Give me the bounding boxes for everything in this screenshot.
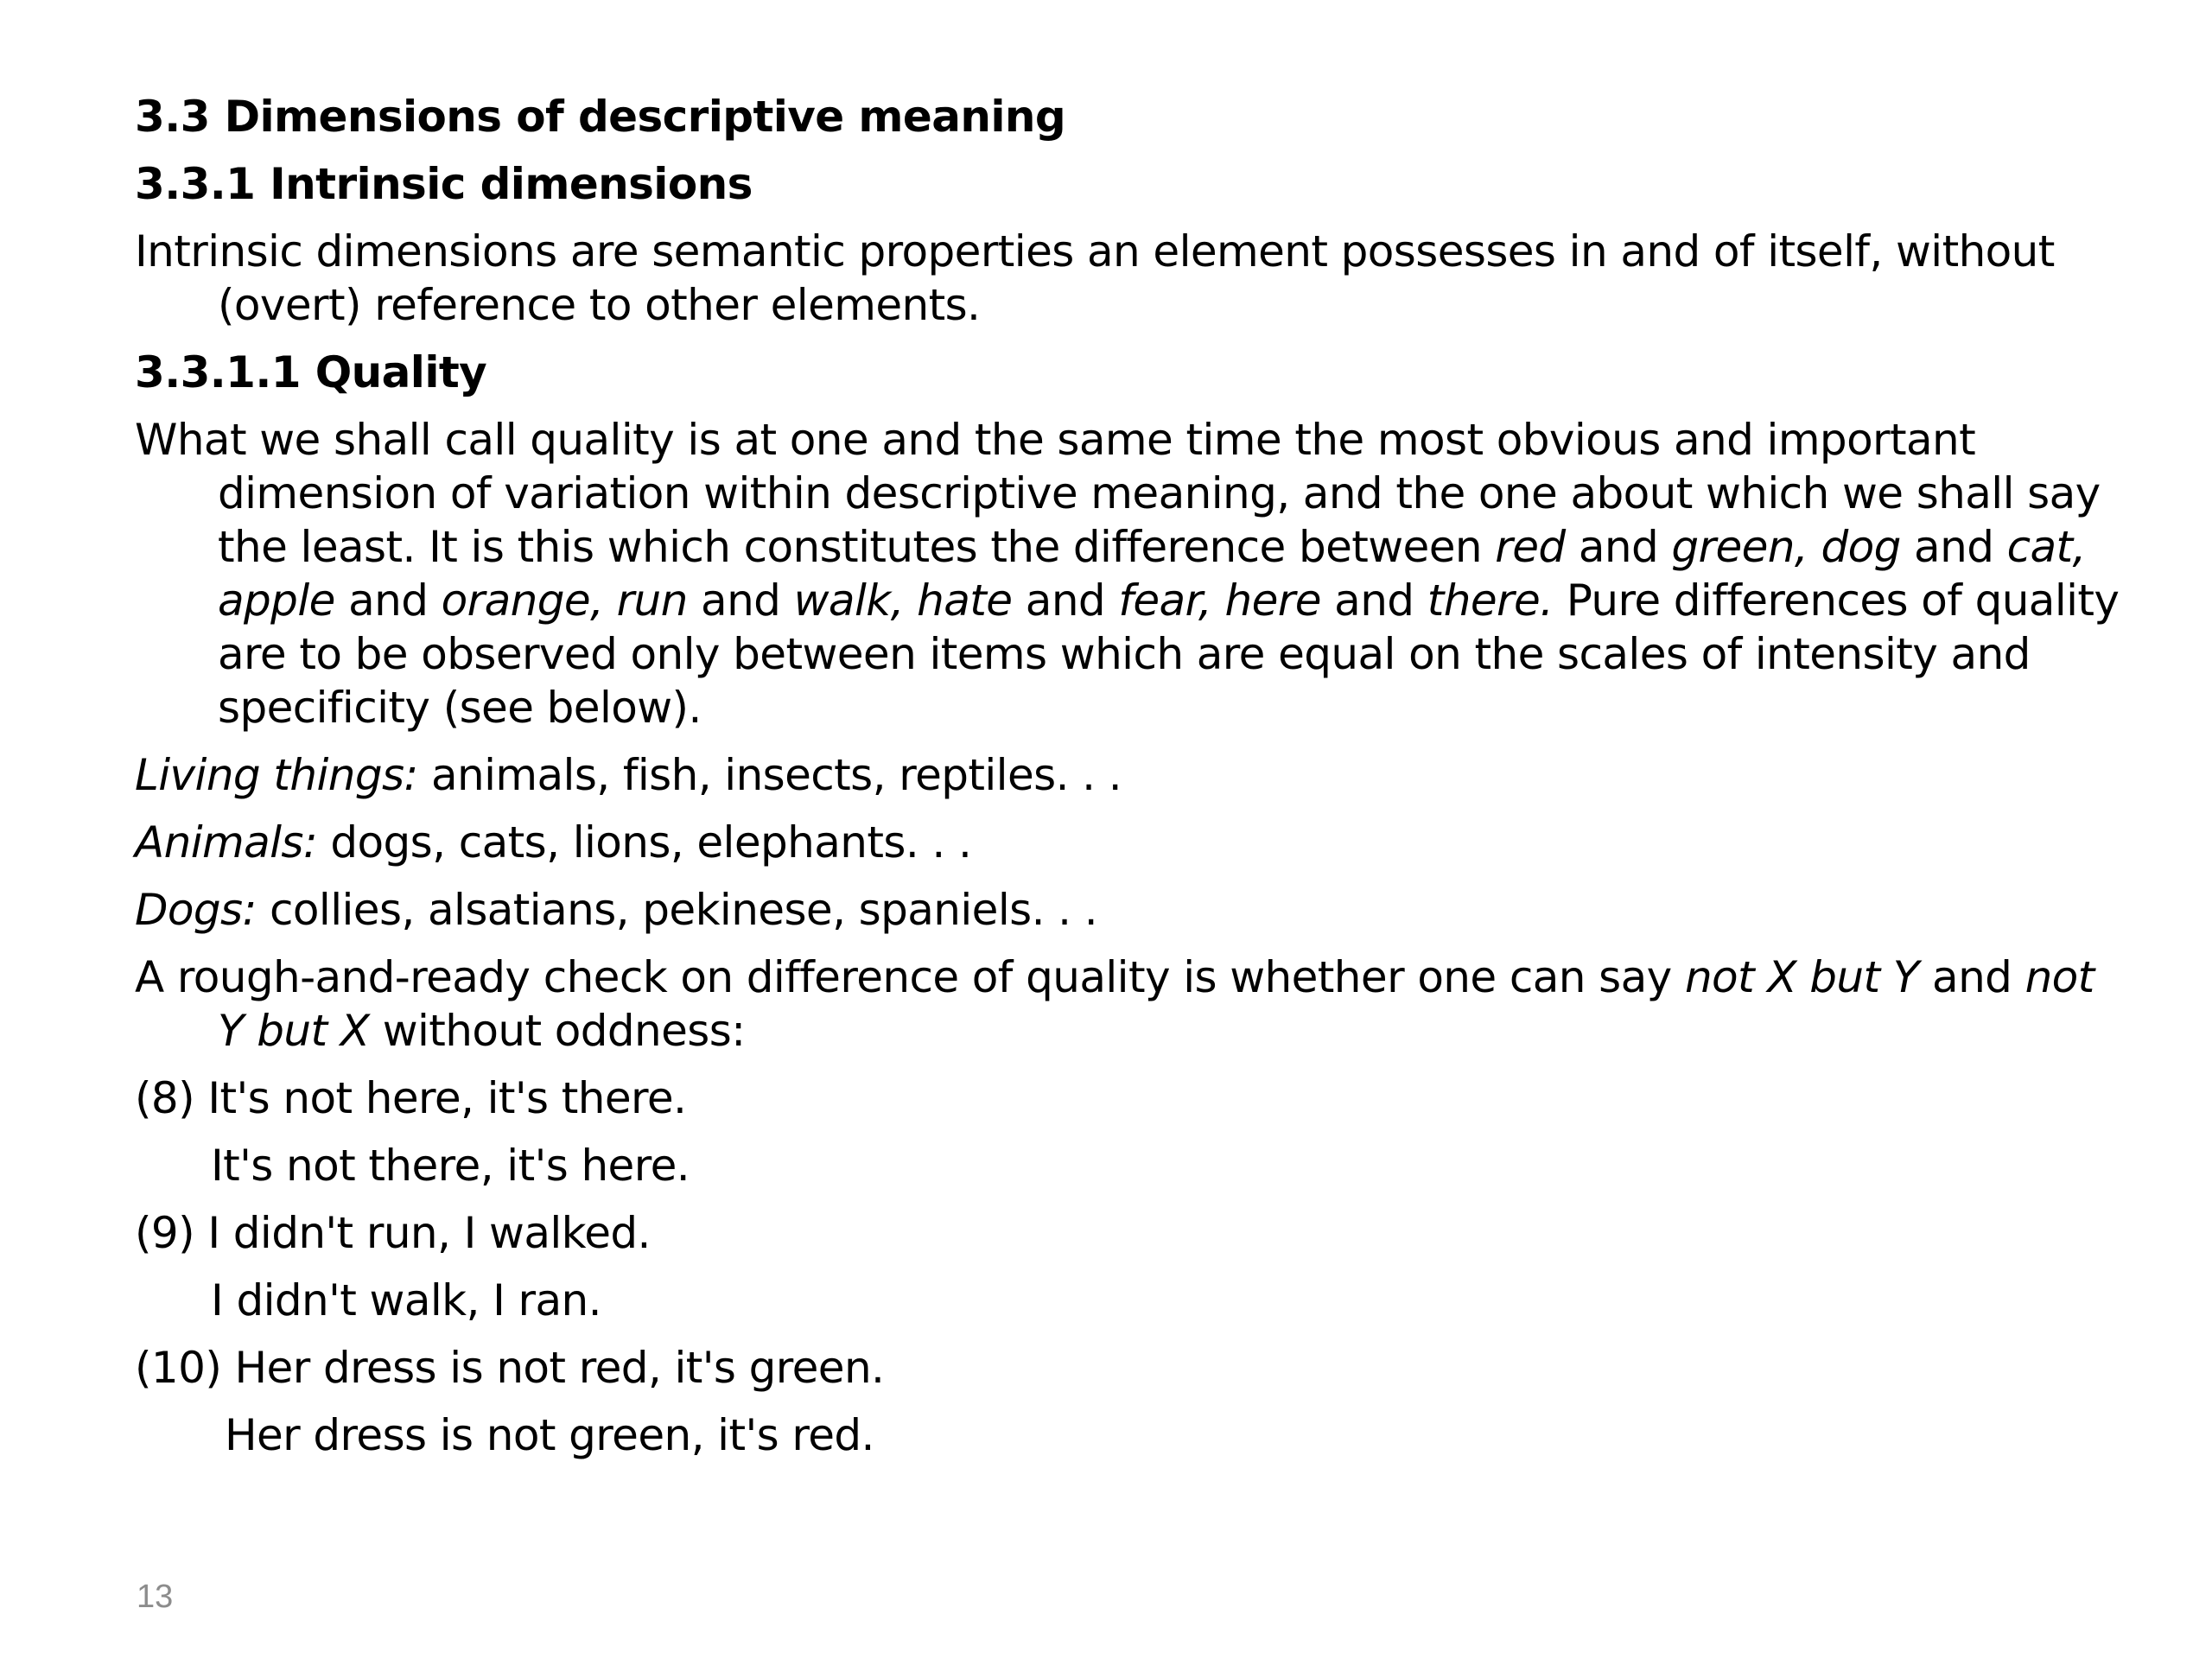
quality-text-3: and [1900, 522, 2007, 572]
heading-quality: 3.3.1.1 Quality [135, 347, 487, 397]
quality-italic-green-dog: green, dog [1671, 522, 1901, 572]
quality-italic-walk-hate: walk, hate [793, 575, 1013, 626]
list-text: animals, fish, insects, reptiles. . . [417, 750, 1122, 800]
list-label: Living things: [135, 750, 418, 800]
list-text: collies, alsatians, pekinese, spaniels. . . [256, 885, 1098, 935]
check-text-1: A rough-and-ready check on difference of quality is whether one can say [135, 952, 1685, 1002]
quality-text-4: and [334, 575, 442, 626]
slide-content [135, 90, 2122, 1476]
example-10-line-2: Her dress is not green, it's red. [225, 1410, 874, 1460]
quality-check-paragraph [135, 950, 2122, 1058]
list-text: dogs, cats, lions, elephants. . . [317, 817, 972, 868]
quality-text-8: Pure differences of quality are to be observed only between items which are equal on the scales of intensity and specificity (see below). [218, 575, 2120, 733]
quality-text-2: and [1565, 522, 1672, 572]
list-item-dogs [135, 883, 2122, 937]
quality-italic-orange-run: orange, run [441, 575, 688, 626]
quality-text-5: and [687, 575, 794, 626]
check-italic-not-x-but-y: not X but Y [1684, 952, 1919, 1002]
list-label: Animals: [135, 817, 318, 868]
quality-text-6: and [1012, 575, 1119, 626]
check-text-3: without oddness: [369, 1006, 746, 1056]
quality-italic-cat-apple: cat, apple [218, 522, 2086, 626]
example-9-line-1: (9) I didn't run, I walked. [135, 1208, 651, 1258]
example-9-line-2: I didn't walk, I ran. [211, 1275, 601, 1325]
quality-italic-there: there. [1427, 575, 1554, 626]
quality-text-1: What we shall call quality is at one and the same time the most obvious and important dimension of variation within descriptive meaning, and the one about which we shall say the least. It is this which constitutes the difference between [135, 415, 2101, 572]
example-8-line-1: (8) It's not here, it's there. [135, 1073, 687, 1123]
heading-intrinsic-dimensions: 3.3.1 Intrinsic dimensions [135, 159, 753, 209]
page-number: 13 [137, 1579, 174, 1615]
check-italic-not-y-but-x: not Y but X [218, 952, 2094, 1056]
intrinsic-definition-paragraph: Intrinsic dimensions are semantic properties an element possesses in and of itself, without (overt) reference to other elements. [135, 226, 2055, 330]
example-10-line-1: (10) Her dress is not red, it's green. [135, 1343, 885, 1393]
heading-dimensions-of-descriptive-meaning: 3.3 Dimensions of descriptive meaning [135, 92, 1066, 142]
quality-italic-red: red [1495, 522, 1566, 572]
list-item-living-things [135, 748, 2122, 802]
list-item-animals [135, 816, 2122, 869]
quality-italic-fear-here: fear, here [1118, 575, 1321, 626]
quality-text-7: and [1320, 575, 1427, 626]
example-8-line-2: It's not there, it's here. [211, 1141, 690, 1191]
quality-paragraph [135, 413, 2122, 734]
list-label: Dogs: [135, 885, 257, 935]
check-text-2: and [1918, 952, 2025, 1002]
